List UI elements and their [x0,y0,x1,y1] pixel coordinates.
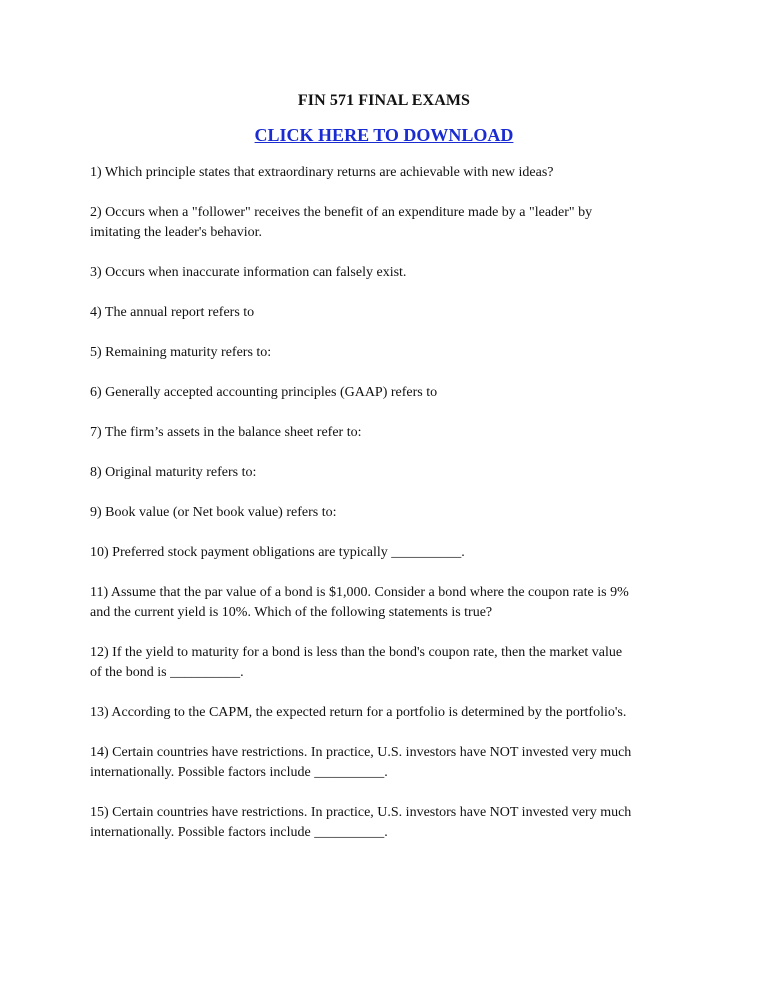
question-item [90,803,690,843]
question-item [90,383,690,403]
question-line: 4) The annual report refers to [90,305,255,320]
question-item [90,163,690,183]
question-item [90,303,690,323]
question-line: of the bond is __________. [90,665,244,680]
question-line: 2) Occurs when a "follower" receives the benefit of an expenditure made by a "leader" by [90,205,593,220]
question-item [90,343,690,363]
question-line: 1) Which principle states that extraordinary returns are achievable with new ideas? [90,165,554,180]
question-line: 7) The firm’s assets in the balance sheet refer to: [90,425,362,440]
question-line: 6) Generally accepted accounting principles (GAAP) refers to [90,385,438,400]
question-line: 10) Preferred stock payment obligations are typically __________. [90,545,465,560]
question-list [90,163,690,843]
question-item [90,503,690,523]
page-title: FIN 571 FINAL EXAMS [297,92,471,109]
question-item [90,543,690,563]
question-line: and the current yield is 10%. Which of the following statements is true? [90,605,493,620]
download-link[interactable]: CLICK HERE TO DOWNLOAD [254,125,514,145]
question-line: 8) Original maturity refers to: [90,465,257,480]
question-item [90,643,690,683]
question-line: 15) Certain countries have restrictions. In practice, U.S. investors have NOT invested very much [90,805,632,820]
question-item [90,463,690,483]
question-line: 3) Occurs when inaccurate information can falsely exist. [90,265,407,280]
question-line: 5) Remaining maturity refers to: [90,345,272,360]
question-item [90,583,690,623]
question-item [90,203,690,243]
question-line: 9) Book value (or Net book value) refers to: [90,505,337,520]
question-line: 14) Certain countries have restrictions. In practice, U.S. investors have NOT invested very much [90,745,632,760]
question-line: 13) According to the CAPM, the expected return for a portfolio is determined by the portfolio's. [90,705,627,720]
question-line: internationally. Possible factors include __________. [90,765,388,780]
question-item [90,743,690,783]
question-item [90,423,690,443]
question-line: 12) If the yield to maturity for a bond is less than the bond's coupon rate, then the market value [90,645,623,660]
question-line: internationally. Possible factors include __________. [90,825,388,840]
question-item [90,263,690,283]
question-line: imitating the leader's behavior. [90,225,263,240]
question-line: 11) Assume that the par value of a bond is $1,000. Consider a bond where the coupon rate is 9% [90,585,629,600]
question-item [90,703,690,723]
